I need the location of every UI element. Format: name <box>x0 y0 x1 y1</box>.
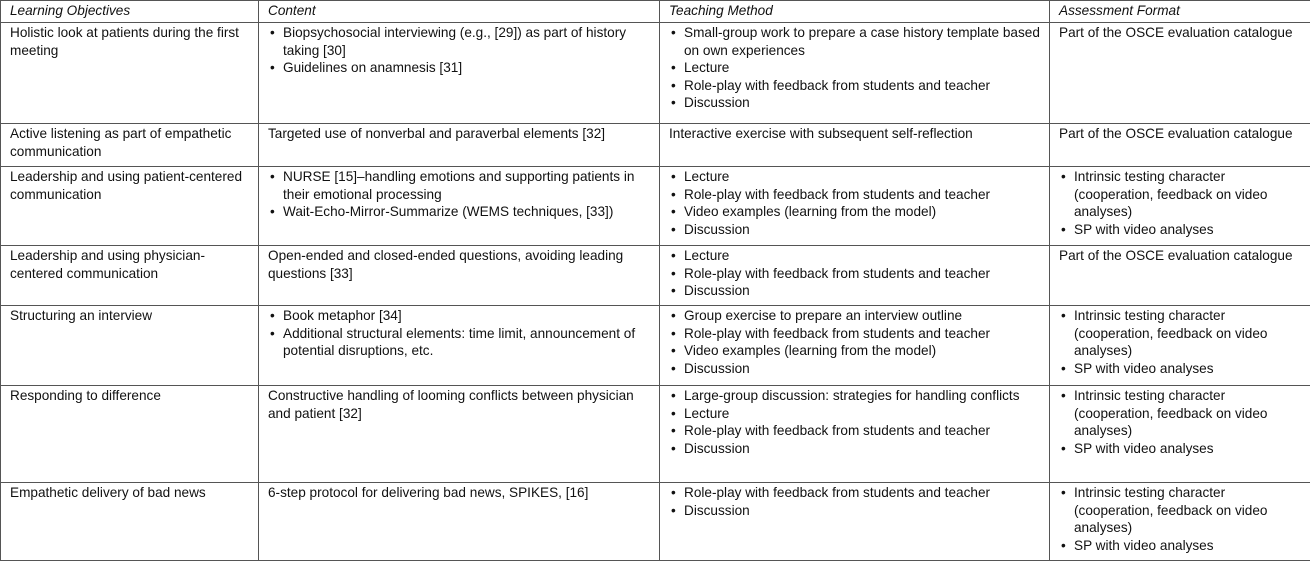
list-item: • Intrinsic testing character (cooperation, feedback on video analyses) <box>1059 307 1302 360</box>
content-cell <box>259 23 660 124</box>
list-item: • Intrinsic testing character (cooperation, feedback on video analyses) <box>1059 168 1302 221</box>
list-item: • Role-play with feedback from students and teacher <box>669 186 1041 204</box>
content-cell: Constructive handling of looming conflicts between physician and patient [32] <box>259 386 660 483</box>
assessment-list <box>1059 168 1302 238</box>
list-item: • Lecture <box>669 168 1041 186</box>
method-list <box>669 247 1041 300</box>
table-row <box>1 124 1310 167</box>
list-item: • Video examples (learning from the model) <box>669 342 1041 360</box>
objective-cell: Holistic look at patients during the first meeting <box>1 23 259 124</box>
list-item: • Group exercise to prepare an interview outline <box>669 307 1041 325</box>
list-item: • Intrinsic testing character (cooperation, feedback on video analyses) <box>1059 387 1302 440</box>
list-item: • Guidelines on anamnesis [31] <box>268 59 651 77</box>
assessment-cell: Part of the OSCE evaluation catalogue <box>1050 124 1310 167</box>
assessment-list <box>1059 307 1302 377</box>
header-content: Content <box>259 1 660 23</box>
assessment-list <box>1059 484 1302 554</box>
list-item: • Small-group work to prepare a case history template based on own experiences <box>669 24 1041 59</box>
teaching-method-cell <box>660 23 1050 124</box>
header-row <box>1 1 1310 23</box>
assessment-cell: Part of the OSCE evaluation catalogue <box>1050 246 1310 306</box>
assessment-cell <box>1050 306 1310 386</box>
list-item: • Discussion <box>669 360 1041 378</box>
list-item: • Discussion <box>669 440 1041 458</box>
list-item: • Large-group discussion: strategies for handling conflicts <box>669 387 1041 405</box>
list-item: • SP with video analyses <box>1059 360 1302 378</box>
content-cell: 6-step protocol for delivering bad news, SPIKES, [16] <box>259 483 660 561</box>
method-list <box>669 484 1041 519</box>
table-row <box>1 246 1310 306</box>
method-list <box>669 168 1041 238</box>
list-item: • Video examples (learning from the model) <box>669 203 1041 221</box>
list-item: • Role-play with feedback from students and teacher <box>669 422 1041 440</box>
teaching-method-cell <box>660 306 1050 386</box>
list-item: • NURSE [15]–handling emotions and supporting patients in their emotional processing <box>268 168 651 203</box>
list-item: • Discussion <box>669 221 1041 239</box>
objective-cell: Responding to difference <box>1 386 259 483</box>
list-item: • Role-play with feedback from students and teacher <box>669 77 1041 95</box>
list-item: • Discussion <box>669 282 1041 300</box>
table-row <box>1 167 1310 246</box>
objective-cell: Empathetic delivery of bad news <box>1 483 259 561</box>
list-item: • Wait-Echo-Mirror-Summarize (WEMS techniques, [33]) <box>268 203 651 221</box>
list-item: • Biopsychosocial interviewing (e.g., [29]) as part of history taking [30] <box>268 24 651 59</box>
list-item: • SP with video analyses <box>1059 440 1302 458</box>
teaching-method-cell <box>660 167 1050 246</box>
content-cell <box>259 167 660 246</box>
method-list <box>669 24 1041 112</box>
list-item: • Lecture <box>669 247 1041 265</box>
assessment-cell: Part of the OSCE evaluation catalogue <box>1050 23 1310 124</box>
objective-cell: Leadership and using physician-centered communication <box>1 246 259 306</box>
content-cell <box>259 306 660 386</box>
list-item: • Lecture <box>669 405 1041 423</box>
list-item: • Discussion <box>669 502 1041 520</box>
header-assessment-format: Assessment Format <box>1050 1 1310 23</box>
content-cell: Open-ended and closed-ended questions, avoiding leading questions [33] <box>259 246 660 306</box>
method-list <box>669 387 1041 457</box>
list-item: • Additional structural elements: time limit, announcement of potential disruptions, etc. <box>268 325 651 360</box>
method-list <box>669 307 1041 377</box>
list-item: • Book metaphor [34] <box>268 307 651 325</box>
list-item: • Role-play with feedback from students and teacher <box>669 484 1041 502</box>
assessment-cell <box>1050 386 1310 483</box>
teaching-method-cell: Interactive exercise with subsequent self-reflection <box>660 124 1050 167</box>
assessment-list <box>1059 387 1302 457</box>
content-cell: Targeted use of nonverbal and paraverbal elements [32] <box>259 124 660 167</box>
teaching-method-cell <box>660 386 1050 483</box>
table-row <box>1 306 1310 386</box>
list-item: • Discussion <box>669 94 1041 112</box>
objective-cell: Active listening as part of empathetic communication <box>1 124 259 167</box>
list-item: • Lecture <box>669 59 1041 77</box>
content-list <box>268 307 651 360</box>
header-teaching-method: Teaching Method <box>660 1 1050 23</box>
content-list <box>268 168 651 221</box>
list-item: • SP with video analyses <box>1059 221 1302 239</box>
table-row <box>1 23 1310 124</box>
teaching-method-cell <box>660 246 1050 306</box>
assessment-cell <box>1050 167 1310 246</box>
objective-cell: Structuring an interview <box>1 306 259 386</box>
list-item: • Intrinsic testing character (cooperation, feedback on video analyses) <box>1059 484 1302 537</box>
list-item: • Role-play with feedback from students and teacher <box>669 325 1041 343</box>
list-item: • Role-play with feedback from students and teacher <box>669 265 1041 283</box>
content-list <box>268 24 651 77</box>
header-learning-objectives: Learning Objectives <box>1 1 259 23</box>
table-row <box>1 386 1310 483</box>
objective-cell: Leadership and using patient-centered communication <box>1 167 259 246</box>
list-item: • SP with video analyses <box>1059 537 1302 555</box>
